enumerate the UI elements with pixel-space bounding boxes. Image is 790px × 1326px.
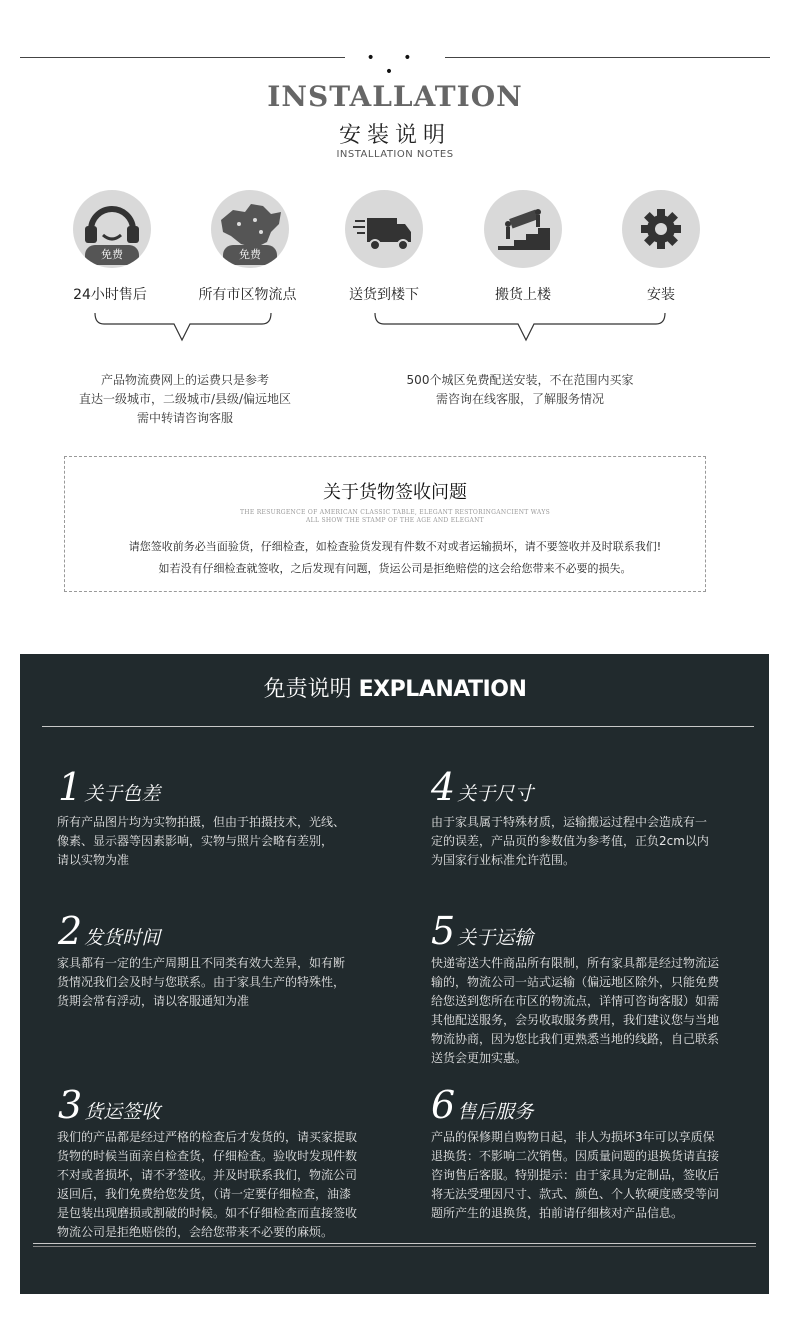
shipping-note-right: 500个城区免费配送安装，不在范围内买家 需咨询在线客服，了解服务情况 <box>406 373 634 406</box>
page-title-cn: 安装说明 <box>338 123 451 148</box>
section-body-shipping-time: 家具都有一定的生产周期且不同类有效大差异，如有断 货情况我们会及时与您联系。由于家具生产的特殊性， 货期会常有浮动，请以客服通知为准 <box>57 956 346 1008</box>
section-head-color <box>58 765 161 809</box>
section-title: 发货时间 <box>84 927 161 949</box>
section-head-transport <box>431 909 534 953</box>
section-number: 4 <box>431 765 456 809</box>
step-label-install: 安装 <box>647 287 675 303</box>
section-body-transport: 快递寄送大件商品所有限制，所有家具都是经过物流运 输的，物流公司一站式运输（偏远地区除外，只能免费 给您送到您所在市区的物流点，详情可咨询客服）如需 其他配送服务，会另收取服务费用，我们建议您与当地 物流协商，因为您比我们更熟悉当地的线路，自己联系 送货会更加实惠。 <box>431 956 720 1065</box>
delivery-truck-icon <box>345 190 423 268</box>
section-head-receipt <box>58 1083 161 1127</box>
free-badge: 免费 <box>223 245 277 265</box>
step-label-carry: 搬货上楼 <box>495 287 551 303</box>
section-head-size <box>431 765 534 809</box>
section-head-after-sales <box>431 1083 534 1127</box>
step-24h-service <box>73 190 151 268</box>
brace-left <box>94 312 274 342</box>
step-label-24h: 24小时售后 <box>73 287 147 303</box>
page-title-en: INSTALLATION <box>267 80 523 113</box>
receipt-line-1: 请您签收前务必当面验货，仔细检查，如检查验货发现有件数不对或者运输损坏，请不要签收并及时联系我们! <box>128 540 662 553</box>
explanation-rule-top <box>42 726 754 727</box>
section-body-color: 所有产品图片均为实物拍摄，但由于拍摄技术，光线、 像素、显示器等因素影响，实物与照片会略有差别， 请以实物为准 <box>57 815 346 867</box>
receipt-line-2: 如若没有仔细检查就签收，之后发现有问题，货运公司是拒绝赔偿的这会给您带来不必要的损失。 <box>158 562 632 575</box>
free-badge: 免费 <box>85 245 139 265</box>
section-head-shipping-time <box>58 909 161 953</box>
section-title: 货运签收 <box>84 1101 161 1123</box>
section-number: 1 <box>58 765 83 809</box>
section-body-receipt: 我们的产品都是经过严格的检查后才发货的，请买家提取 货物的时候当面亲自检查货，仔细检查。验收时发现件数 不对或者损坏，请不矛签收。并及时联系我们，物流公司 返回后，我们免费给您发货，（请一定要仔细检查，油漆 是包装出现磨损或割破的时候。如不仔细检查而直接签收 物流公司是拒绝赔偿的，会给您带来不必要的麻烦。 <box>57 1130 358 1239</box>
section-title: 关于尺寸 <box>457 783 534 805</box>
receipt-title: 关于货物签收问题 <box>323 482 467 503</box>
section-title: 关于运输 <box>457 927 534 949</box>
step-delivery <box>345 190 423 268</box>
header-rule-right <box>445 57 770 58</box>
explanation-title-cn: 免责说明 <box>263 677 352 702</box>
header-rule-left <box>20 57 345 58</box>
section-title: 售后服务 <box>457 1101 534 1123</box>
section-number: 2 <box>58 909 83 953</box>
section-number: 6 <box>431 1083 456 1127</box>
section-number: 3 <box>58 1083 83 1127</box>
step-installation <box>622 190 700 268</box>
header-dots: • • • <box>366 50 424 80</box>
section-title: 关于色差 <box>84 783 161 805</box>
step-label-delivery: 送货到楼下 <box>349 287 419 303</box>
movers-stairs-icon <box>484 190 562 268</box>
section-body-size: 由于家具属于特殊材质，运输搬运过程中会造成有一 定的误差，产品页的参数值为参考值，正负2cm以内 为国家行业标准允许范围。 <box>431 815 709 867</box>
step-city-logistics <box>211 190 289 268</box>
page-subtitle: INSTALLATION NOTES <box>336 149 454 160</box>
explanation-title <box>0 672 790 703</box>
section-number: 5 <box>431 909 456 953</box>
gear-icon <box>622 190 700 268</box>
receipt-sub-2: ALL SHOW THE STAMP OF THE AGE AND ELEGANT <box>306 517 484 524</box>
step-label-city: 所有市区物流点 <box>198 287 297 303</box>
explanation-rule-bottom <box>33 1243 756 1244</box>
brace-right <box>374 312 668 342</box>
receipt-sub-1: THE RESURGENCE OF AMERICAN CLASSIC TABLE, ELEGANT RESTORINGANCIENT WAYS <box>239 509 550 516</box>
explanation-title-en: EXPLANATION <box>358 677 527 702</box>
explanation-rule-bottom-2 <box>33 1246 756 1247</box>
section-body-after-sales: 产品的保修期自购物日起，非人为损坏3年可以享质保 退换货：不影响二次销售。因质量问题的退换货请直接 咨询售后客服。特别提示：由于家具为定制品，签收后 将无法受理因尺寸、款式、颜色、个人软硬度感受等问 题所产生的退换货，拍前请仔细核对产品信息。 <box>431 1130 720 1220</box>
shipping-note-left: 产品物流费网上的运费只是参考 直达一级城市，二级城市/县级/偏远地区 需中转请咨询客服 <box>78 373 292 425</box>
step-carry-upstairs <box>484 190 562 268</box>
